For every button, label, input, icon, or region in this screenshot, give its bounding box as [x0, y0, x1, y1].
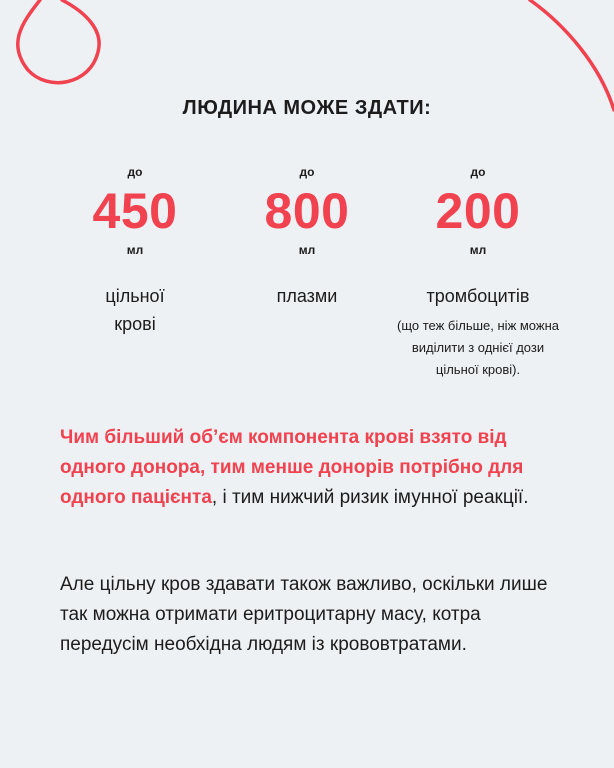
stat-unit: мл	[298, 243, 316, 257]
paragraph-rest: , і тим нижчий ризик імунної реакції.	[211, 487, 529, 508]
corner-arc-curve	[530, 0, 614, 110]
stat-value: 200	[435, 183, 521, 239]
paragraph-whole-blood: Але цільну кров здавати також важливо, оскільки лише так можна отримати еритроцитарну масу, котра передусім необхідна людям із крововтратами.	[60, 574, 548, 655]
stat-prefix: до	[127, 165, 143, 179]
stat-label: плазми	[276, 286, 338, 306]
paragraph-volume	[60, 423, 560, 513]
stat-value: 450	[92, 183, 178, 239]
paragraph-highlight: Чим більший об’єм компонента крові взято від одного донора, тим менше донорів потрібно для одного пацієнта	[60, 427, 524, 508]
stat-value: 800	[264, 183, 350, 239]
stat-unit: мл	[469, 243, 487, 257]
page-title: ЛЮДИНА МОЖЕ ЗДАТИ:	[182, 97, 432, 119]
stat-prefix: до	[470, 165, 486, 179]
stat-unit: мл	[126, 243, 144, 257]
stat-note: (що теж більше, ніж можна виділити з однієї дози цільної крові).	[397, 318, 559, 377]
stat-prefix: до	[299, 165, 315, 179]
stat-label: цільної крові	[105, 286, 165, 334]
drop-outline-curve	[18, 0, 99, 83]
stat-label: тромбоцитів	[426, 286, 530, 306]
